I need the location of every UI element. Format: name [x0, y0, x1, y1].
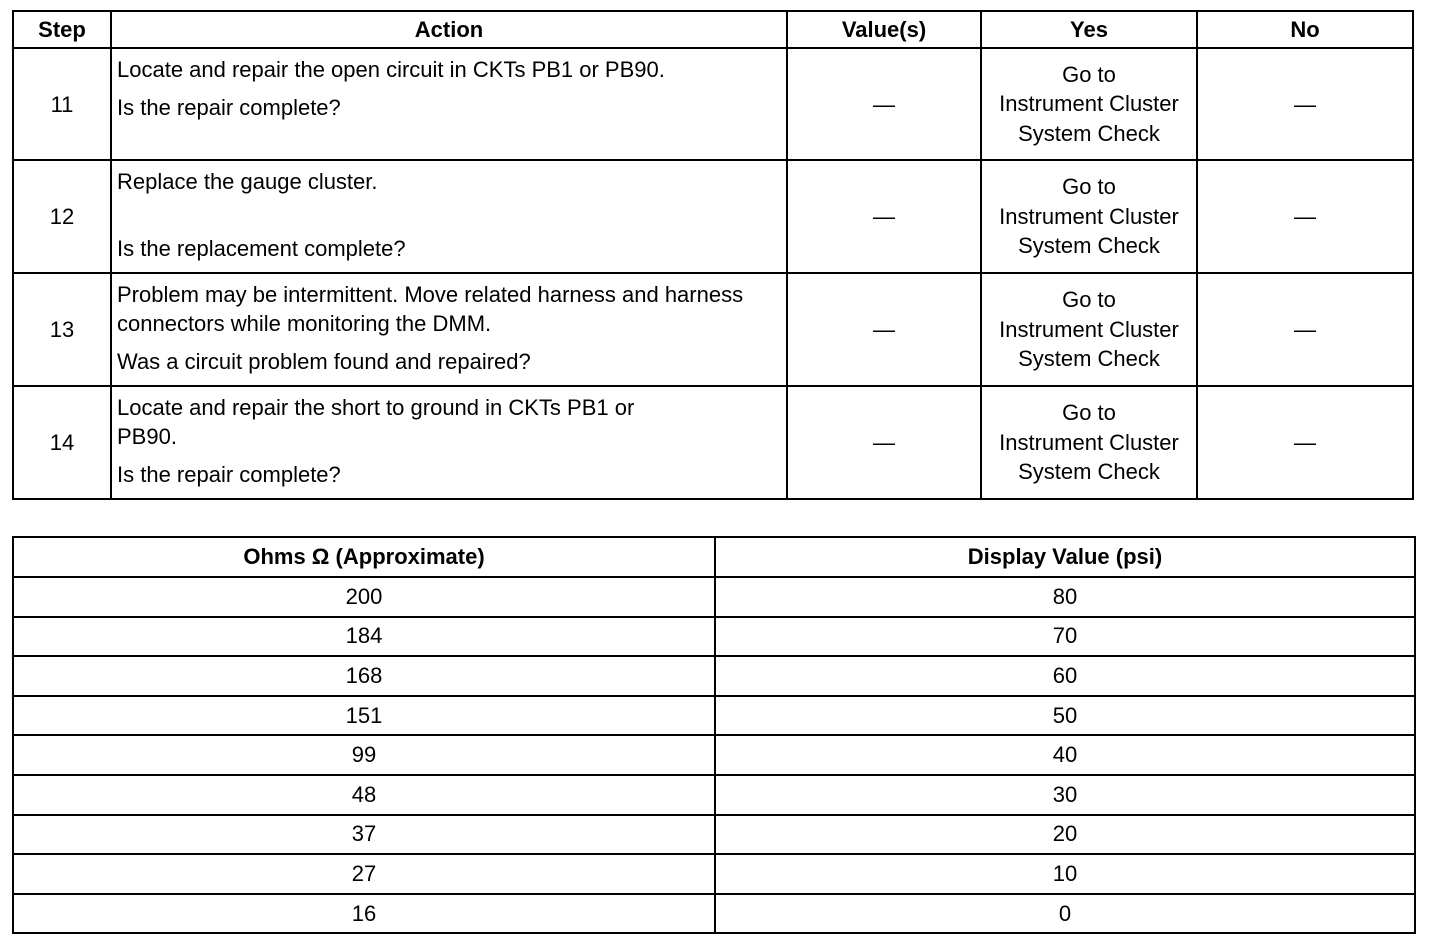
table-row [13, 386, 1413, 499]
psi-value: 70 [715, 617, 1415, 657]
header-no: No [1197, 11, 1413, 48]
yes-cell [981, 48, 1197, 160]
yes-line: Go to [1062, 174, 1116, 200]
table-row [13, 854, 1415, 894]
diagnostic-steps-table [12, 10, 1414, 500]
action-question: Was a circuit problem found and repaired? [117, 349, 531, 374]
value-cell: — [787, 386, 981, 499]
step-number: 12 [13, 160, 111, 273]
table-row [13, 696, 1415, 736]
ohms-value: 16 [13, 894, 715, 934]
table-row [13, 735, 1415, 775]
action-cell [111, 386, 787, 499]
value-cell: — [787, 48, 981, 160]
no-cell: — [1197, 273, 1413, 386]
action-text: Locate and repair the short to ground in CKTs PB1 or PB90. [117, 395, 635, 449]
no-cell: — [1197, 386, 1413, 499]
psi-value: 80 [715, 577, 1415, 617]
step-number: 13 [13, 273, 111, 386]
no-cell: — [1197, 160, 1413, 273]
table-row [13, 775, 1415, 815]
yes-line: Go to [1062, 400, 1116, 426]
ohms-value: 37 [13, 815, 715, 855]
yes-line: System Check [1018, 120, 1160, 146]
header-ohms: Ohms Ω (Approximate) [13, 537, 715, 577]
table-row [13, 273, 1413, 386]
value-cell: — [787, 160, 981, 273]
ohms-value: 151 [13, 696, 715, 736]
action-text: Locate and repair the open circuit in CKTs PB1 or PB90. [117, 57, 665, 82]
psi-value: 30 [715, 775, 1415, 815]
psi-value: 0 [715, 894, 1415, 934]
ohms-value: 48 [13, 775, 715, 815]
psi-value: 50 [715, 696, 1415, 736]
yes-line: System Check [1018, 346, 1160, 372]
table-row [13, 894, 1415, 934]
ohms-header-row [13, 537, 1415, 577]
header-values: Value(s) [787, 11, 981, 48]
table-row [13, 656, 1415, 696]
ohms-value: 200 [13, 577, 715, 617]
yes-cell [981, 273, 1197, 386]
psi-value: 10 [715, 854, 1415, 894]
ohms-value: 27 [13, 854, 715, 894]
ohms-value: 168 [13, 656, 715, 696]
action-text: Replace the gauge cluster. [117, 169, 378, 194]
yes-line: Go to [1062, 61, 1116, 87]
header-action: Action [111, 11, 787, 48]
action-question: Is the repair complete? [117, 462, 341, 487]
yes-cell [981, 160, 1197, 273]
diagnostic-header-row [13, 11, 1413, 48]
yes-line: Instrument Cluster [999, 429, 1179, 455]
ohms-value: 99 [13, 735, 715, 775]
table-row [13, 48, 1413, 160]
yes-cell [981, 386, 1197, 499]
yes-line: Instrument Cluster [999, 91, 1179, 117]
yes-line: Instrument Cluster [999, 316, 1179, 342]
ohms-value: 184 [13, 617, 715, 657]
action-cell [111, 273, 787, 386]
psi-value: 20 [715, 815, 1415, 855]
action-cell [111, 48, 787, 160]
action-text: Problem may be intermittent. Move related harness and harness connectors while monitoring the DMM. [117, 282, 744, 336]
action-cell [111, 160, 787, 273]
table-row [13, 577, 1415, 617]
ohms-to-psi-table [12, 536, 1416, 934]
yes-line: System Check [1018, 459, 1160, 485]
header-display-value: Display Value (psi) [715, 537, 1415, 577]
header-yes: Yes [981, 11, 1197, 48]
table-row [13, 617, 1415, 657]
action-question: Is the replacement complete? [117, 236, 406, 261]
psi-value: 40 [715, 735, 1415, 775]
action-question: Is the repair complete? [117, 95, 341, 120]
yes-line: System Check [1018, 233, 1160, 259]
yes-line: Instrument Cluster [999, 203, 1179, 229]
step-number: 11 [13, 48, 111, 160]
table-row [13, 160, 1413, 273]
psi-value: 60 [715, 656, 1415, 696]
no-cell: — [1197, 48, 1413, 160]
yes-line: Go to [1062, 287, 1116, 313]
value-cell: — [787, 273, 981, 386]
table-row [13, 815, 1415, 855]
header-step: Step [13, 11, 111, 48]
step-number: 14 [13, 386, 111, 499]
